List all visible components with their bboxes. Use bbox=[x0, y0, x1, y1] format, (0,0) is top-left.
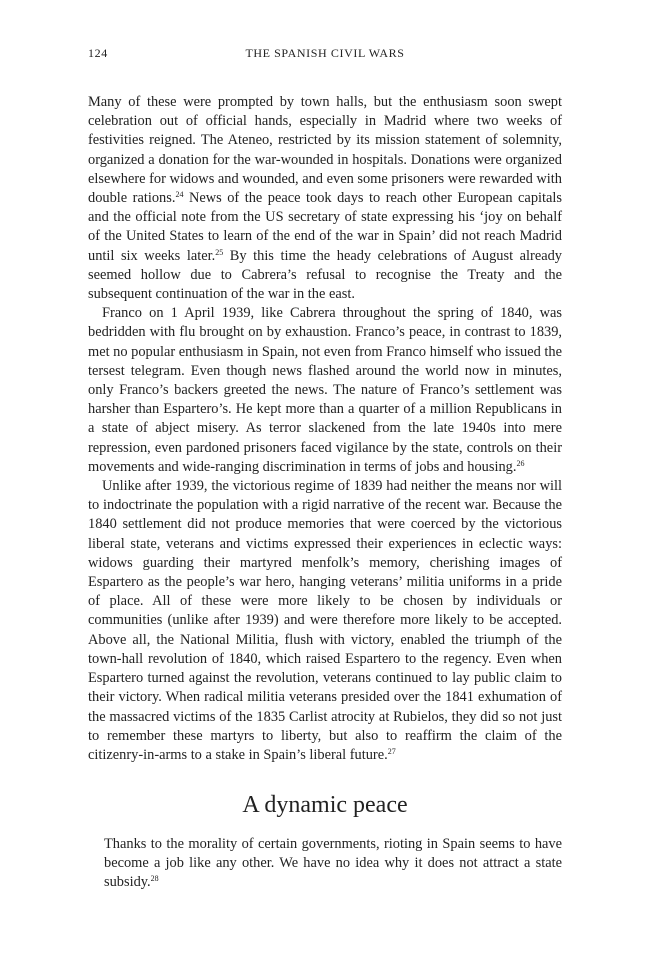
text-run: Thanks to the morality of certain governments, rioting in Spain seems to have become a job like any other. We have no idea why it does not attract a state subsidy. bbox=[104, 836, 562, 891]
footnote-ref[interactable]: 24 bbox=[175, 190, 184, 200]
running-head bbox=[88, 46, 562, 62]
text-run: Many of these were prompted by town halls, but the enthusiasm soon swept celebration out of official hands, especially in Madrid where two weeks of festivities reigned. The Ateneo, restricted by its mission statement of solemnity, organized a donation for the war-wounded in hospitals. Donations were organized elsewhere for widows and wounded, and even some prisoners were rewarded with double rations. bbox=[88, 94, 562, 207]
section-heading: A dynamic peace bbox=[242, 792, 408, 818]
paragraph-1 bbox=[88, 93, 562, 304]
paragraph-2 bbox=[88, 304, 562, 477]
paragraph-3 bbox=[88, 477, 562, 765]
footnote-ref[interactable]: 28 bbox=[150, 874, 159, 884]
footnote-ref[interactable]: 27 bbox=[387, 746, 396, 756]
footnote-ref[interactable]: 26 bbox=[516, 458, 525, 468]
page-number: 124 bbox=[88, 46, 108, 60]
text-run: News of the peace took days to reach other European capitals and the official note from the US secretary of state expressing his ‘joy on behalf of the United States to learn of the end of the war in Spain’ did not reach Madrid until six weeks later. bbox=[88, 190, 563, 264]
text-run: By this time the heady celebrations of August already seemed hollow due to Cabrera’s refusal to recognise the Treaty and the subsequent continuation of the war in the east. bbox=[88, 247, 562, 303]
epigraph bbox=[104, 835, 562, 893]
running-title: THE SPANISH CIVIL WARS bbox=[245, 46, 405, 60]
text-run: Franco on 1 April 1939, like Cabrera throughout the spring of 1840, was bedridden with flu brought on by exhaustion. Franco’s peace, in contrast to 1839, met no popular enthusiasm in Spain, not even from Franco himself who issued the tersest telegram. Even though news flashed around the world now in minutes, only Franco’s backers greeted the news. The nature of Franco’s settlement was harsher than Espartero’s. He kept more than a quarter of a million Republicans in a state of abject misery. As terror slackened from the late 1940s into mere repression, even pardoned prisoners faced vigilance by the state, controls on their movements and wide-ranging discrimination in terms of jobs and housing. bbox=[88, 305, 563, 475]
body-text bbox=[88, 93, 562, 765]
text-run: Unlike after 1939, the victorious regime of 1839 had neither the means nor will to indoctrinate the population with a rigid narrative of the recent war. Because the 1840 settlement did not produce memories that were coerced by the victorious liberal state, veterans and victims expressed their experiences in eclectic ways: widows guarding their martyred menfolk’s memory, cherishing images of Espartero as the people’s war hero, hanging veterans’ militia uniforms in a pride of place. All of these were more likely to be chosen by individuals or communities (unlike after 1939) and were therefore more likely to be accepted. Above all, the National Militia, flush with victory, enabled the triumph of the town-hall revolution of 1840, which raised Espartero to the regency. Even when Espartero turned against the revolution, veterans continued to lay public claim to their victory. When radical militia veterans presided over the 1841 exhumation of the massacred victims of the 1835 Carlist atrocity at Rubielos, they did so not just to remember these martyrs to liberty, but also to reaffirm the claim of the citizenry-in-arms to a stake in Spain’s liberal future. bbox=[88, 478, 562, 763]
footnote-ref[interactable]: 25 bbox=[215, 247, 224, 257]
